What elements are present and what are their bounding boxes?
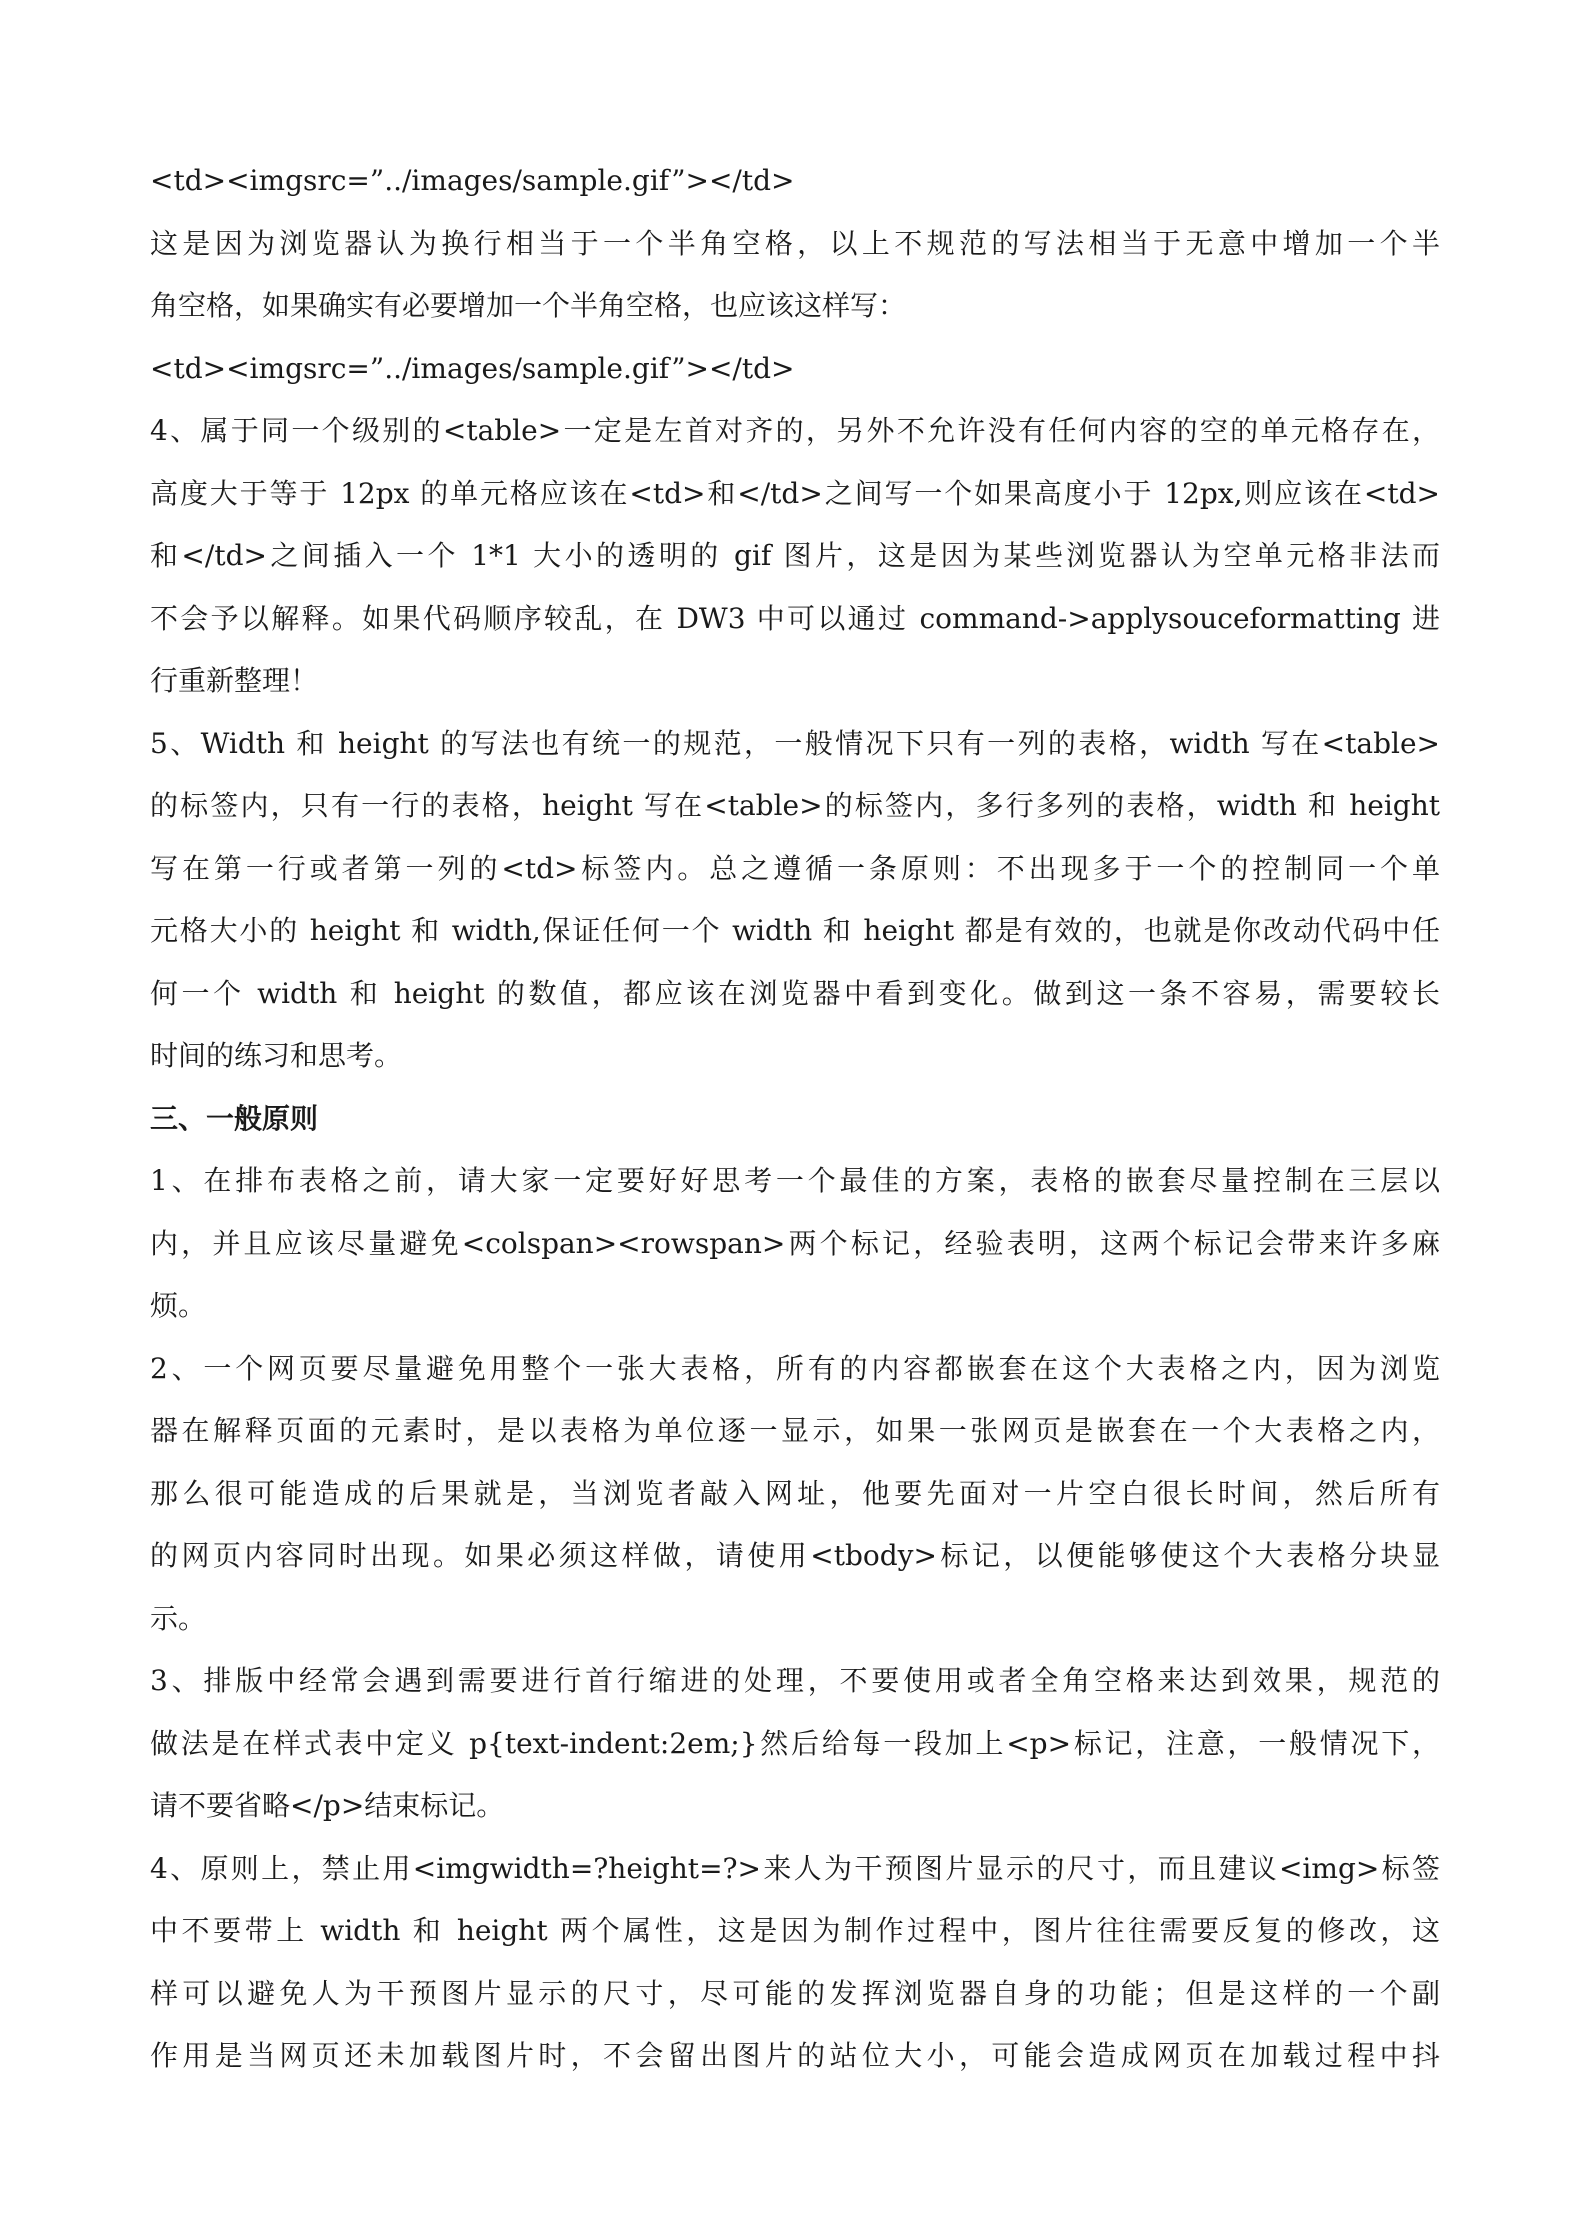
paragraph-line: 内，并且应该尽量避免<colspan><rowspan>两个标记，经验表明，这两个标记会带来许多麻 xyxy=(150,1226,1440,1260)
paragraph-line: 角空格，如果确实有必要增加一个半角空格，也应该这样写： xyxy=(150,289,907,322)
paragraph-line: 5、Width 和 height 的写法也有统一的规范，一般情况下只有一列的表格，width 写在<table> xyxy=(150,726,1440,760)
paragraph-line: 元格大小的 height 和 width,保证任何一个 width 和 height 都是有效的，也就是你改动代码中任 xyxy=(150,914,1440,947)
paragraph-line: 中不要带上 width 和 height 两个属性，这是因为制作过程中，图片往往需要反复的修改，这 xyxy=(150,1914,1440,1947)
paragraph-line: 的标签内，只有一行的表格，height 写在<table>的标签内，多行多列的表格，width 和 height xyxy=(150,789,1440,822)
section-heading: 三、一般原则 xyxy=(150,1101,319,1135)
paragraph-line: 器在解释页面的元素时，是以表格为单位逐一显示，如果一张网页是嵌套在一个大表格之内， xyxy=(150,1414,1440,1447)
paragraph-line: 3、排版中经常会遇到需要进行首行缩进的处理，不要使用或者全角空格来达到效果，规范的 xyxy=(150,1664,1440,1697)
paragraph-line: 样可以避免人为干预图片显示的尺寸，尽可能的发挥浏览器自身的功能；但是这样的一个副 xyxy=(150,1976,1440,2010)
paragraph-line: 做法是在样式表中定义 p{text-indent:2em;}然后给每一段加上<p>标记，注意，一般情况下， xyxy=(150,1726,1440,1760)
paragraph-line: 2、一个网页要尽量避免用整个一张大表格，所有的内容都嵌套在这个大表格之内，因为浏览 xyxy=(150,1351,1440,1385)
paragraph-line: 4、原则上，禁止用<imgwidth=?height=?>来人为干预图片显示的尺寸，而且建议<img>标签 xyxy=(150,1851,1440,1885)
paragraph-line: 烦。 xyxy=(150,1289,207,1322)
paragraph-line: 作用是当网页还未加载图片时，不会留出图片的站位大小，可能会造成网页在加载过程中抖 xyxy=(150,2039,1440,2072)
paragraph-line: 不会予以解释。如果代码顺序较乱，在 DW3 中可以通过 command->applysouceformatting 进 xyxy=(150,601,1440,635)
document-body xyxy=(150,150,1440,2088)
paragraph-line: 请不要省略</p>结束标记。 xyxy=(150,1789,505,1822)
paragraph-line: 1、在排布表格之前，请大家一定要好好思考一个最佳的方案，表格的嵌套尽量控制在三层以 xyxy=(150,1164,1440,1197)
paragraph-line: 的网页内容同时出现。如果必须这样做，请使用<tbody>标记，以便能够使这个大表格分块显 xyxy=(150,1539,1440,1572)
paragraph-line: 4、属于同一个级别的<table>一定是左首对齐的，另外不允许没有任何内容的空的单元格存在， xyxy=(150,414,1440,447)
paragraph-line: 行重新整理！ xyxy=(150,664,319,697)
paragraph-line: 时间的练习和思考。 xyxy=(150,1039,403,1072)
paragraph-line: 高度大于等于 12px 的单元格应该在<td>和</td>之间写一个如果高度小于 12px,则应该在<td> xyxy=(150,476,1440,510)
code-line: <td><imgsrc=”../images/sample.gif”></td> xyxy=(150,164,795,197)
paragraph-line: 写在第一行或者第一列的<td>标签内。总之遵循一条原则：不出现多于一个的控制同一个单 xyxy=(150,851,1440,885)
paragraph-line: 示。 xyxy=(150,1601,207,1635)
paragraph-line: 何一个 width 和 height 的数值，都应该在浏览器中看到变化。做到这一条不容易，需要较长 xyxy=(150,976,1440,1010)
paragraph-line: 那么很可能造成的后果就是，当浏览者敲入网址，他要先面对一片空白很长时间，然后所有 xyxy=(150,1476,1440,1510)
code-line: <td><imgsrc=”../images/sample.gif”></td> xyxy=(150,351,795,385)
paragraph-line: 和</td>之间插入一个 1*1 大小的透明的 gif 图片，这是因为某些浏览器认为空单元格非法而 xyxy=(150,539,1440,572)
paragraph-line: 这是因为浏览器认为换行相当于一个半角空格，以上不规范的写法相当于无意中增加一个半 xyxy=(150,226,1440,260)
